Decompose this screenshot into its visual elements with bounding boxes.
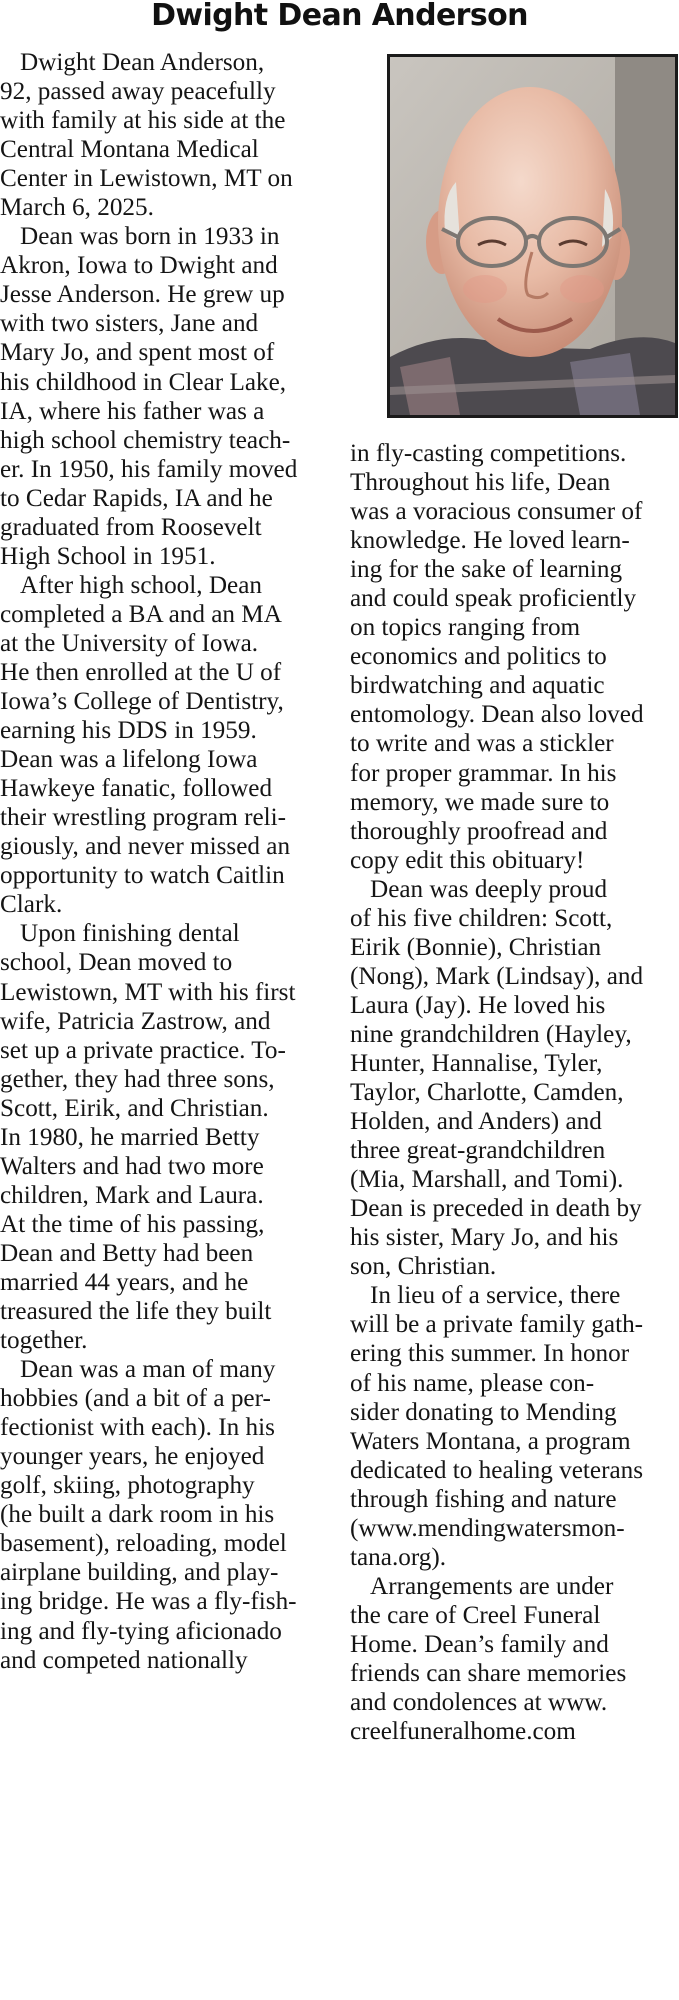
text-line: Center in Lewistown, MT on bbox=[0, 165, 293, 193]
text-line: younger years, he enjoyed bbox=[0, 1443, 265, 1471]
text-line: Central Montana Medical bbox=[0, 136, 259, 164]
text-line: Dwight Dean Anderson, bbox=[20, 49, 265, 76]
text-line: was a voracious consumer of bbox=[350, 498, 643, 526]
text-line: friends can share memories bbox=[350, 1659, 627, 1687]
text-line: with family at his side at the bbox=[0, 107, 286, 135]
text-line: Hawkeye fanatic, followed bbox=[0, 775, 273, 803]
portrait-photo-icon bbox=[387, 54, 678, 418]
text-line: Home. Dean’s family and bbox=[350, 1630, 609, 1658]
obituary-column-right bbox=[350, 439, 679, 1746]
text-line: Mary Jo, and spent most of bbox=[0, 339, 275, 367]
text-line: and condolences at www. bbox=[350, 1689, 608, 1717]
text-line: thoroughly proofread and bbox=[350, 817, 608, 845]
text-line: Dean is preceded in death by bbox=[350, 1195, 642, 1223]
text-line: his sister, Mary Jo, and his bbox=[350, 1224, 619, 1252]
text-line: Clark. bbox=[0, 891, 63, 919]
text-line: will be a private family gath- bbox=[350, 1311, 644, 1339]
text-line: Throughout his life, Dean bbox=[350, 469, 611, 497]
text-line: of his five children: Scott, bbox=[350, 904, 613, 932]
text-line: airplane building, and play- bbox=[0, 1559, 279, 1587]
text-line: In lieu of a service, there bbox=[370, 1282, 621, 1310]
text-line: son, Christian. bbox=[350, 1253, 497, 1281]
text-line: Eirik (Bonnie), Christian bbox=[350, 933, 602, 961]
text-line: set up a private practice. To- bbox=[0, 1036, 286, 1064]
text-line: er. In 1950, his family moved bbox=[0, 455, 298, 483]
text-line: Dean was deeply proud bbox=[370, 875, 608, 903]
text-line: nine grandchildren (Hayley, bbox=[350, 1020, 632, 1048]
text-line: Holden, and Anders) and bbox=[350, 1108, 602, 1136]
text-line: treasured the life they built bbox=[0, 1298, 272, 1326]
text-line: opportunity to watch Caitlin bbox=[0, 862, 285, 890]
text-line: high school chemistry teach- bbox=[0, 426, 291, 454]
text-line: In 1980, he married Betty bbox=[0, 1123, 260, 1151]
text-line: Arrangements are under bbox=[370, 1572, 614, 1600]
text-line: Akron, Iowa to Dwight and bbox=[0, 252, 278, 280]
text-line: He then enrolled at the U of bbox=[0, 658, 282, 686]
text-line: Iowa’s College of Dentistry, bbox=[0, 688, 284, 716]
text-line: 92, passed away peacefully bbox=[0, 78, 276, 106]
text-line: (Nong), Mark (Lindsay), and bbox=[350, 962, 644, 990]
text-line: knowledge. He loved learn- bbox=[350, 527, 630, 555]
text-line: school, Dean moved to bbox=[0, 949, 233, 977]
text-line: Taylor, Charlotte, Camden, bbox=[350, 1079, 624, 1107]
text-line: ing bridge. He was a fly-fish- bbox=[0, 1588, 297, 1616]
text-line: Lewistown, MT with his first bbox=[0, 978, 296, 1006]
text-line: Dean and Betty had been bbox=[0, 1239, 254, 1267]
text-line: earning his DDS in 1959. bbox=[0, 717, 257, 745]
text-line: on topics ranging from bbox=[350, 614, 581, 642]
portrait-image bbox=[390, 57, 675, 415]
text-line: High School in 1951. bbox=[0, 542, 216, 570]
text-line: wife, Patricia Zastrow, and bbox=[0, 1007, 271, 1035]
text-line: fectionist with each). In his bbox=[0, 1414, 275, 1442]
text-line: the care of Creel Funeral bbox=[350, 1601, 601, 1629]
text-line: three great-grandchildren bbox=[350, 1137, 606, 1165]
text-line: basement), reloading, model bbox=[0, 1530, 287, 1558]
text-line: After high school, Dean bbox=[20, 571, 263, 599]
text-line: to Cedar Rapids, IA and he bbox=[0, 484, 273, 512]
text-line: married 44 years, and he bbox=[0, 1268, 249, 1296]
text-line: memory, we made sure to bbox=[350, 788, 610, 816]
text-line: Dean was a man of many bbox=[20, 1356, 276, 1384]
text-line: and competed nationally bbox=[0, 1646, 248, 1674]
text-line: copy edit this obituary! bbox=[350, 846, 585, 874]
text-line: tana.org). bbox=[350, 1543, 447, 1571]
text-line: (www.mendingwatersmon- bbox=[350, 1514, 625, 1542]
text-line: At the time of his passing, bbox=[0, 1210, 265, 1238]
text-line: March 6, 2025. bbox=[0, 194, 154, 222]
text-line: through fishing and nature bbox=[350, 1485, 617, 1513]
text-line: Waters Montana, a program bbox=[350, 1427, 631, 1455]
text-line: dedicated to healing veterans bbox=[350, 1456, 644, 1484]
text-line: Jesse Anderson. He grew up bbox=[0, 281, 285, 309]
text-line: with two sisters, Jane and bbox=[0, 310, 259, 338]
text-line: Laura (Jay). He loved his bbox=[350, 991, 606, 1019]
text-line: graduated from Roosevelt bbox=[0, 513, 262, 541]
text-line: birdwatching and aquatic bbox=[350, 672, 605, 700]
text-line: and could speak proficiently bbox=[350, 585, 637, 613]
text-line: at the University of Iowa. bbox=[0, 629, 259, 657]
obituary-column-left bbox=[0, 48, 332, 1675]
text-line: Dean was born in 1933 in bbox=[20, 223, 280, 251]
text-line: sider donating to Mending bbox=[350, 1398, 617, 1426]
text-line: ing and fly-tying aficionado bbox=[0, 1617, 282, 1645]
text-line: golf, skiing, photography bbox=[0, 1472, 255, 1500]
text-line: creelfuneralhome.com bbox=[350, 1718, 576, 1746]
obituary-title: Dwight Dean Anderson bbox=[151, 0, 528, 33]
text-line: gether, they had three sons, bbox=[0, 1065, 275, 1093]
text-line: Hunter, Hannalise, Tyler, bbox=[350, 1049, 603, 1077]
text-line: together. bbox=[0, 1327, 88, 1355]
text-line: Scott, Eirik, and Christian. bbox=[0, 1094, 269, 1122]
text-line: of his name, please con- bbox=[350, 1369, 595, 1397]
text-line: completed a BA and an MA bbox=[0, 600, 282, 628]
text-line: Walters and had two more bbox=[0, 1152, 264, 1180]
text-line: their wrestling program reli- bbox=[0, 804, 287, 832]
text-line: in fly-casting competitions. bbox=[350, 440, 627, 467]
text-line: his childhood in Clear Lake, bbox=[0, 368, 287, 396]
text-line: Dean was a lifelong Iowa bbox=[0, 746, 258, 774]
text-line: children, Mark and Laura. bbox=[0, 1181, 264, 1209]
text-line: ering this summer. In honor bbox=[350, 1340, 630, 1368]
text-line: to write and was a stickler bbox=[350, 730, 614, 758]
text-line: (Mia, Marshall, and Tomi). bbox=[350, 1166, 624, 1194]
text-line: Upon finishing dental bbox=[20, 920, 240, 948]
text-line: IA, where his father was a bbox=[0, 397, 265, 425]
text-line: entomology. Dean also loved bbox=[350, 701, 644, 729]
text-line: for proper grammar. In his bbox=[350, 759, 617, 787]
text-line: giously, and never missed an bbox=[0, 833, 291, 861]
text-line: ing for the sake of learning bbox=[350, 556, 623, 584]
text-line: economics and politics to bbox=[350, 643, 607, 671]
text-line: hobbies (and a bit of a per- bbox=[0, 1385, 271, 1413]
text-line: (he built a dark room in his bbox=[0, 1501, 275, 1529]
